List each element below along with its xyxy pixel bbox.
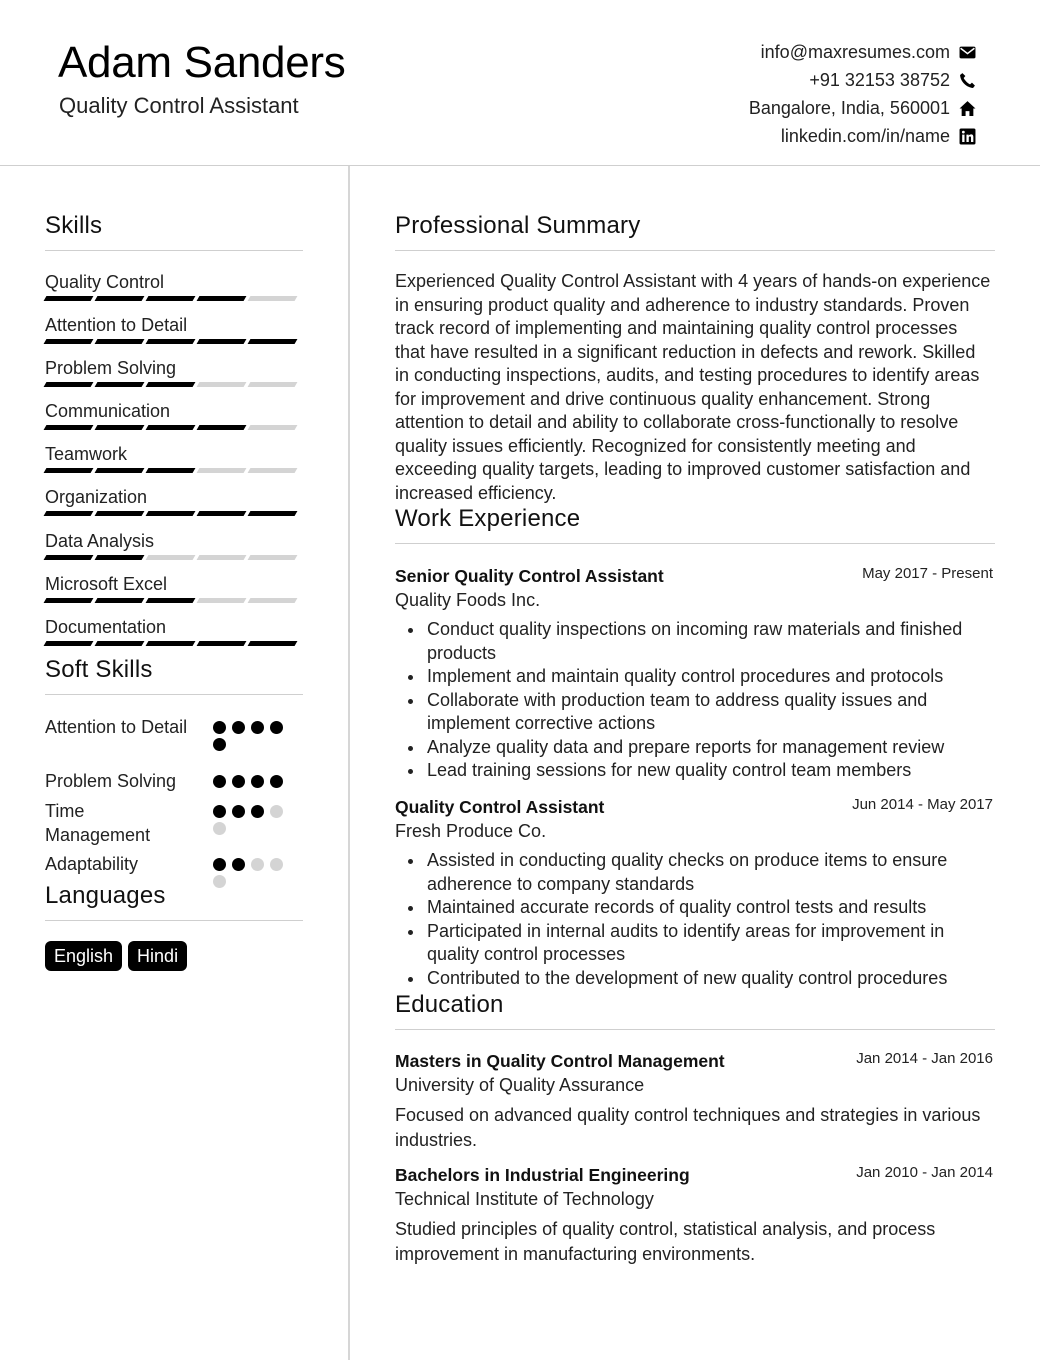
rating-dot-filled xyxy=(270,721,283,734)
rating-segment-filled xyxy=(44,296,94,301)
rating-segment-filled xyxy=(44,641,94,646)
skill-rating-bar xyxy=(45,468,303,473)
language-list xyxy=(45,941,187,971)
soft-skill-rating-dots xyxy=(213,775,289,788)
skill-name: Documentation xyxy=(45,617,167,637)
rating-segment-empty xyxy=(248,425,298,430)
rating-dot-empty xyxy=(270,805,283,818)
rating-segment-empty xyxy=(248,382,298,387)
skill-name: Quality Control xyxy=(45,272,165,292)
rating-segment-filled xyxy=(197,425,247,430)
rating-dot-filled xyxy=(251,775,264,788)
rating-segment-filled xyxy=(44,382,94,387)
rating-segment-filled xyxy=(95,598,145,603)
skill-item xyxy=(45,270,303,301)
rating-segment-filled xyxy=(95,425,145,430)
rating-dot-filled xyxy=(251,805,264,818)
job-date: Jun 2014 - May 2017 xyxy=(852,796,993,813)
job-entry xyxy=(395,795,993,990)
work-heading: Work Experience xyxy=(395,505,995,544)
education-description: Studied principles of quality control, statistical analysis, and process improvement in manufacturing environments. xyxy=(395,1219,936,1264)
rating-dot-filled xyxy=(232,721,245,734)
job-company: Fresh Produce Co. xyxy=(395,821,547,841)
rating-dot-filled xyxy=(213,721,226,734)
education-description: Focused on advanced quality control techniques and strategies in various industries. xyxy=(395,1105,981,1150)
soft-skill-name: Adaptability xyxy=(45,854,139,874)
job-bullet: Lead training sessions for new quality control team members xyxy=(395,759,993,783)
skill-rating-bar xyxy=(45,511,303,516)
skill-item xyxy=(45,485,303,516)
rating-segment-filled xyxy=(248,511,298,516)
job-entry xyxy=(395,564,993,783)
rating-segment-filled xyxy=(146,468,196,473)
rating-segment-filled xyxy=(146,296,196,301)
rating-dot-empty xyxy=(270,858,283,871)
job-date: May 2017 - Present xyxy=(862,565,993,582)
job-bullet: Analyze quality data and prepare reports for management review xyxy=(395,736,993,760)
soft-skill-rating-dots xyxy=(213,805,289,835)
rating-segment-filled xyxy=(146,339,196,344)
contact-linkedin-text: linkedin.com/in/name xyxy=(780,125,950,146)
soft-skills-heading: Soft Skills xyxy=(45,656,303,695)
skill-name: Attention to Detail xyxy=(45,315,188,335)
rating-segment-filled xyxy=(146,511,196,516)
rating-segment-filled xyxy=(95,511,145,516)
skill-rating-bar xyxy=(45,641,303,646)
job-company: Quality Foods Inc. xyxy=(395,590,541,610)
soft-skill-name: Attention to Detail xyxy=(45,717,188,737)
education-school: University of Quality Assurance xyxy=(395,1075,645,1095)
education-degree: Masters in Quality Control Management xyxy=(395,1051,725,1071)
rating-segment-filled xyxy=(197,339,247,344)
education-date: Jan 2010 - Jan 2014 xyxy=(856,1164,993,1181)
rating-dot-filled xyxy=(232,775,245,788)
contact-phone-text: +91 32153 38752 xyxy=(809,69,950,90)
phone-icon xyxy=(958,71,976,89)
skills-heading: Skills xyxy=(45,212,303,251)
column-divider xyxy=(348,166,350,1360)
rating-segment-empty xyxy=(248,468,298,473)
contact-linkedin[interactable] xyxy=(749,122,976,150)
resume-header xyxy=(0,0,1040,166)
education-degree: Bachelors in Industrial Engineering xyxy=(395,1165,690,1185)
rating-dot-filled xyxy=(251,721,264,734)
rating-segment-filled xyxy=(197,296,247,301)
rating-dot-filled xyxy=(213,858,226,871)
rating-segment-filled xyxy=(248,339,298,344)
rating-segment-empty xyxy=(248,555,298,560)
rating-segment-filled xyxy=(248,641,298,646)
rating-segment-filled xyxy=(146,425,196,430)
skill-rating-bar xyxy=(45,598,303,603)
envelope-icon xyxy=(958,43,976,61)
job-bullets xyxy=(395,618,993,783)
skill-name: Data Analysis xyxy=(45,531,155,551)
languages-heading: Languages xyxy=(45,882,303,921)
rating-dot-empty xyxy=(213,822,226,835)
rating-segment-filled xyxy=(44,425,94,430)
job-bullet: Participated in internal audits to identify areas for improvement in quality control processes xyxy=(395,920,993,967)
rating-segment-filled xyxy=(44,598,94,603)
rating-segment-filled xyxy=(95,382,145,387)
soft-skill-name: Problem Solving xyxy=(45,771,177,791)
rating-segment-filled xyxy=(44,511,94,516)
candidate-name: Adam Sanders xyxy=(58,38,346,87)
job-bullet: Implement and maintain quality control procedures and protocols xyxy=(395,665,993,689)
rating-dot-filled xyxy=(213,775,226,788)
contact-location-text: Bangalore, India, 560001 xyxy=(748,97,950,118)
skill-item xyxy=(45,356,303,387)
skill-name: Teamwork xyxy=(45,444,128,464)
skill-rating-bar xyxy=(45,425,303,430)
job-bullet: Collaborate with production team to address quality issues and implement corrective actions xyxy=(395,689,993,736)
skill-item xyxy=(45,313,303,344)
skill-item xyxy=(45,399,303,430)
linkedin-icon xyxy=(958,127,976,145)
skill-name: Organization xyxy=(45,487,148,507)
rating-segment-filled xyxy=(44,468,94,473)
education-entry xyxy=(395,1049,993,1152)
job-bullet: Conduct quality inspections on incoming raw materials and finished products xyxy=(395,618,993,665)
rating-segment-empty xyxy=(197,468,247,473)
rating-segment-filled xyxy=(95,339,145,344)
rating-dot-filled xyxy=(213,805,226,818)
skill-name: Problem Solving xyxy=(45,358,177,378)
skill-rating-bar xyxy=(45,339,303,344)
summary-text: Experienced Quality Control Assistant with 4 years of hands-on experience in ensuring product quality and adherence to industry standards. Proven track record of implementing and maintaining quality control processes that have resulted in a significant reduction in defects and rework. Skilled in conducting inspections, audits, and testing procedures to identify areas for improvement and drive continuous quality enhancement. Strong attention to detail and ability to collaborate cross-functionally to resolve quality issues efficiently. Recognized for consistently meeting and exceeding quality targets, leading to improved customer satisfaction and increased efficiency. xyxy=(395,271,991,503)
job-bullet: Maintained accurate records of quality control tests and results xyxy=(395,896,993,920)
job-bullets xyxy=(395,849,993,990)
rating-segment-filled xyxy=(95,296,145,301)
rating-dot-empty xyxy=(251,858,264,871)
education-heading: Education xyxy=(395,991,995,1030)
skill-item xyxy=(45,529,303,560)
summary-heading: Professional Summary xyxy=(395,212,995,251)
skill-item xyxy=(45,572,303,603)
rating-segment-filled xyxy=(146,382,196,387)
rating-segment-filled xyxy=(95,555,145,560)
home-icon xyxy=(958,99,976,117)
job-bullet: Assisted in conducting quality checks on produce items to ensure adherence to company standards xyxy=(395,849,993,896)
education-date: Jan 2014 - Jan 2016 xyxy=(856,1050,993,1067)
skill-name: Communication xyxy=(45,401,171,421)
rating-dot-filled xyxy=(232,858,245,871)
rating-segment-empty xyxy=(197,598,247,603)
skill-rating-bar xyxy=(45,296,303,301)
skill-name: Microsoft Excel xyxy=(45,574,168,594)
skill-item xyxy=(45,442,303,473)
skill-rating-bar xyxy=(45,555,303,560)
job-role: Quality Control Assistant xyxy=(395,797,605,817)
contact-email[interactable] xyxy=(749,38,976,66)
rating-segment-filled xyxy=(146,641,196,646)
rating-segment-filled xyxy=(197,511,247,516)
soft-skill-rating-dots xyxy=(213,721,289,751)
contact-list xyxy=(749,38,976,150)
rating-segment-empty xyxy=(197,382,247,387)
rating-dot-filled xyxy=(232,805,245,818)
candidate-title: Quality Control Assistant xyxy=(59,93,299,118)
rating-segment-filled xyxy=(146,598,196,603)
rating-segment-filled xyxy=(95,468,145,473)
rating-segment-empty xyxy=(248,598,298,603)
rating-segment-empty xyxy=(146,555,196,560)
skill-item xyxy=(45,615,303,646)
language-badge: English xyxy=(45,941,122,971)
skill-rating-bar xyxy=(45,382,303,387)
contact-email-text: info@maxresumes.com xyxy=(760,41,950,62)
rating-segment-filled xyxy=(197,641,247,646)
language-badge: Hindi xyxy=(128,941,187,971)
rating-segment-filled xyxy=(44,555,94,560)
rating-dot-filled xyxy=(270,775,283,788)
rating-segment-empty xyxy=(197,555,247,560)
rating-segment-empty xyxy=(248,296,298,301)
job-role: Senior Quality Control Assistant xyxy=(395,566,664,586)
job-bullet: Contributed to the development of new quality control procedures xyxy=(395,967,993,991)
rating-segment-filled xyxy=(95,641,145,646)
education-school: Technical Institute of Technology xyxy=(395,1189,654,1209)
contact-location xyxy=(749,94,976,122)
rating-segment-filled xyxy=(44,339,94,344)
soft-skill-name: Time Management xyxy=(45,801,151,845)
rating-dot-filled xyxy=(213,738,226,751)
contact-phone[interactable] xyxy=(749,66,976,94)
education-entry xyxy=(395,1163,993,1266)
